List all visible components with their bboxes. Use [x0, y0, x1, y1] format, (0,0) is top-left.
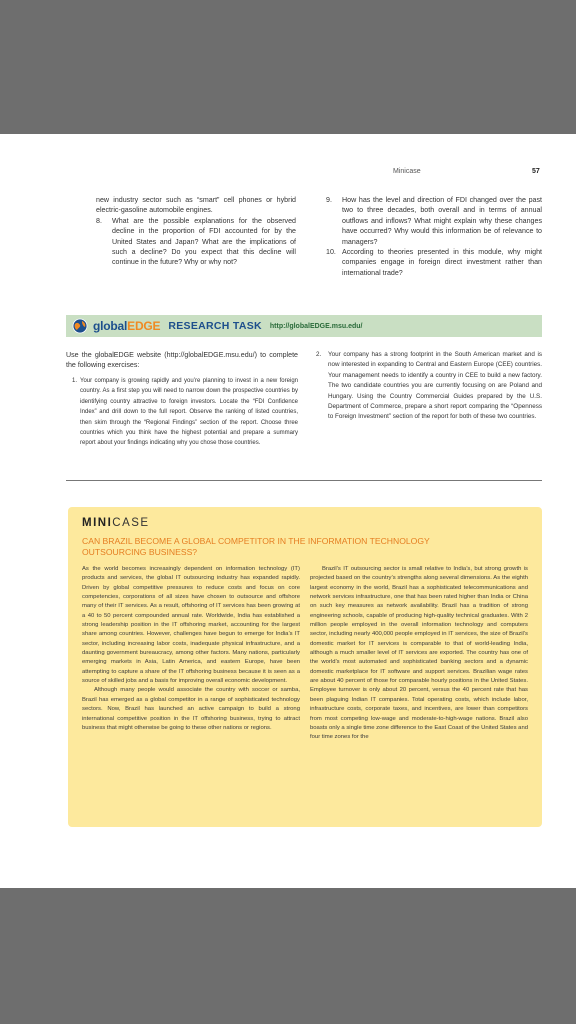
item-text: Your company is growing rapidly and you’re planning to invest in a new foreign country. As a first step you will need to narrow down the prospective countries by identifying country attractive to foreign investors. Locate the “FDI Confidence Index” and drill down to the full report. Observe the ranking of listed countries, then skim through the “Regional Findings” section of the report. Choose three countries which you think have the highest potential and prepare a summary report about your findings indicating why you chose those countries. [80, 378, 298, 447]
questions-right-column [326, 195, 542, 278]
item-text: Your company has a strong footprint in the South American market and is now interested in expanding to Central and Eastern Europe (CEE) countries. Your management needs to identify a country in CEE to build a new factory. The two candidate countries you are currently focusing on are Poland and Hungary. Using the Country Commercial Guides prepared by the U.S. Department of Commerce, prepare a short report comparing the “Openness to Foreign Investment” section of the report for both of these two countries. [328, 351, 542, 421]
question-number: 10. [326, 248, 336, 257]
minicase-paragraph: Although many people would associate the country with soccer or samba, Brazil has emerged as a global competitor in a range of sophisticated technology sectors. Now, Brazil has launched an active campaign to build a strong international competitive position in the IT offshoring business, trying to attract business that might otherwise be going to these other nations or regions. [82, 687, 300, 731]
minicase-right-column [310, 565, 528, 743]
question-number: 9. [326, 196, 332, 204]
logo-part-edge: EDGE [127, 319, 161, 333]
globaledge-url[interactable]: http://globalEDGE.msu.edu/ [269, 322, 363, 330]
section-divider [66, 480, 542, 481]
question-text: new industry sector such as “smart” cell phones or hybrid electric-gasoline automobile engines. [96, 196, 296, 215]
question-8 [96, 216, 296, 268]
research-task-intro: Use the globalEDGE website (http://globalEDGE.msu.edu/) to complete the following exercises: [66, 351, 298, 369]
research-task-item-1 [66, 376, 298, 449]
research-task-item-2 [316, 350, 542, 423]
question-10 [326, 247, 542, 278]
textbook-page [0, 134, 576, 888]
minicase-label-bold: MINI [82, 517, 113, 529]
research-task-label: RESEARCH TASK [168, 320, 262, 332]
minicase-paragraph: Brazil’s IT outsourcing sector is small relative to India’s, but strong growth is projected based on the country’s strengths along several dimensions. As the eighth largest economy in the world, Brazil has a sophisticated telecommunications and network services infrastructure, one that has been rated higher than India or China on such key measures as network availability. Brazil has a tradition of strong engineering schools, capable of producing high-quality technical graduates. With 2 million people employed in the overall information technology and computers sector, including nearly 400,000 people employed in IT services, the size of Brazil’s domestic market for IT services is comparable to that of world-leading India, although a much smaller level of IT services are exported. The country has one of the world’s most automated and sophisticated banking sectors and a dynamic domestic marketplace for IT software and support services. Brazilian wage rates are about 40 percent of those for comparable hourly positions in the United States. Employee turnover is only about 20 percent, versus the 40 percent rate that has been plaguing Indian IT companies. Total operating costs, which include labor, infrastructure costs, corporate taxes, and incentives, are lower than competitors from most competing low-wage and moderate-to-high-wage nations. Brazil also boasts only a single time zone difference to the East Coast of the United States and four time zones for the [310, 566, 528, 741]
globe-icon [72, 318, 88, 334]
minicase-title: CAN BRAZIL BECOME A GLOBAL COMPETITOR IN THE INFORMATION TECHNOLOGY OUTSOURCING BUSINESS? [82, 536, 430, 557]
question-9 [326, 195, 542, 247]
questions-left-column [96, 195, 296, 268]
minicase-left-column [82, 565, 300, 733]
research-task-left-column [66, 350, 298, 449]
item-number: 2. [316, 351, 322, 358]
question-text: What are the possible explanations for the observed decline in the proportion of FDI accounted for by the United States and Japan? What are the implications of such a decline? Do you expect that this decline will continue in the future? Why or why not? [112, 216, 296, 267]
minicase-label [82, 517, 150, 529]
question-number: 8. [96, 216, 102, 225]
question-text: How has the level and direction of FDI changed over the past two to three decades, both overall and in terms of annual outflows and inflows? What might explain why these changes have occurred? Why would this information be of relevance to managers? [342, 196, 542, 246]
page-number: 57 [532, 168, 540, 175]
globaledge-research-task-banner [66, 315, 542, 337]
globaledge-logo [93, 319, 160, 333]
item-number: 1. [72, 378, 78, 384]
question-text: According to theories presented in this module, why might companies engage in foreign direct investment rather than international trade? [342, 248, 542, 277]
running-head-title: Minicase [393, 168, 421, 175]
running-head [0, 168, 576, 180]
minicase-label-rest: CASE [112, 517, 150, 529]
research-task-right-column [316, 350, 542, 423]
minicase-box [68, 507, 542, 827]
minicase-paragraph: As the world becomes increasingly dependent on information technology (IT) products and services, the global IT outsourcing industry has expanded rapidly. Driven by global competitive pressures to reduce costs and focus on core competencies, corporations of all sizes have chosen to outsource and offshore many of their IT services. As a result, offshoring of IT services has been growing at a 40 to 50 percent compounded annual rate. Worldwide, India has established a strong leadership position in the IT offshoring market, accounting for the largest share among countries. However, challenges have begun to emerge for India’s IT sector, including increasing labor costs, inadequate physical infrastructure, and a daunting government bureaucracy, among other factors. Many nations, particularly emerging markets in Asia, Latin America, and eastern Europe, have been attempting to capture a share of the IT offshoring business because it is seen as a source of skilled jobs and a basis for improving overall economic development. [82, 566, 300, 685]
logo-part-global: global [93, 319, 128, 333]
question-continuation [96, 195, 296, 216]
